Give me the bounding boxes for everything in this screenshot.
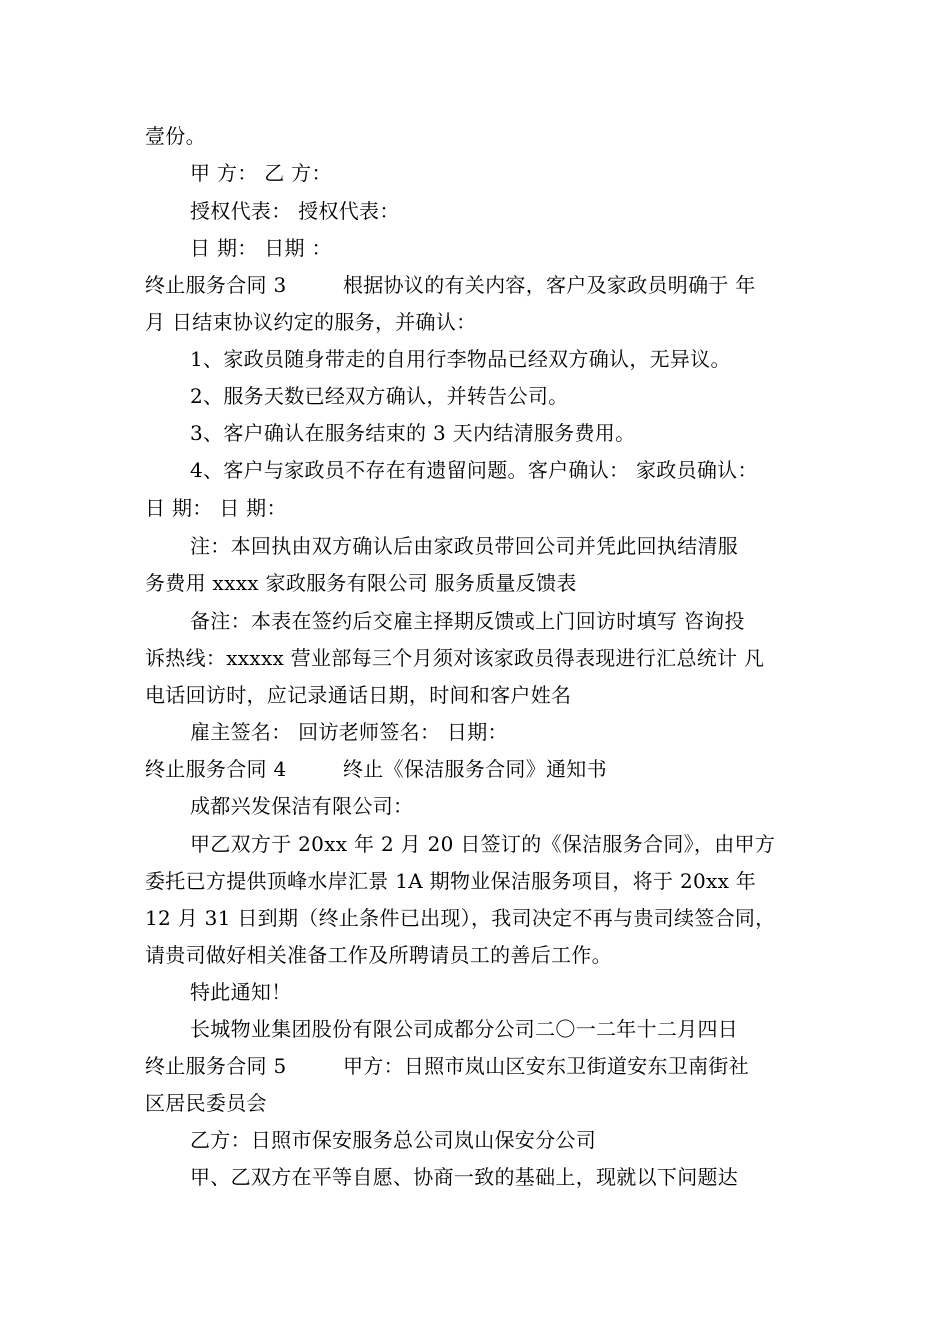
text-line: 月 日结束协议约定的服务，并确认： (145, 310, 477, 334)
text-line: 特此通知！ (190, 980, 292, 1004)
section-heading: 终止服务合同 4 (145, 757, 287, 781)
section-heading: 终止服务合同 5 (145, 1054, 287, 1078)
text-line: 成都兴发保洁有限公司： (190, 794, 414, 818)
text-line: 甲乙双方于 20xx 年 2 月 20 日签订的《保洁服务合同》，由甲方 (190, 832, 776, 856)
text-line: 备注：本表在签约后交雇主择期反馈或上门回访时填写 咨询投 (190, 609, 745, 633)
text-line: 长城物业集团股份有限公司成都分公司二〇一二年十二月四日 (190, 1017, 739, 1041)
text-line: 务费用 xxxx 家政服务有限公司 服务质量反馈表 (145, 571, 577, 595)
text-line: 甲、乙双方在平等自愿、协商一致的基础上，现就以下问题达 (190, 1165, 739, 1189)
text-line: 12 月 31 日到期（终止条件已出现），我司决定不再与贵司续签合同， (145, 906, 776, 930)
text-line: 电话回访时，应记录通话日期，时间和客户姓名 (145, 683, 572, 707)
text-line: 1、家政员随身带走的自用行李物品已经双方确认，无异议。 (190, 347, 731, 371)
text-line: 雇主签名： 回访老师签名： 日期： (190, 720, 508, 744)
section-heading: 终止服务合同 3 (145, 273, 287, 297)
text-line: 终止《保洁服务合同》通知书 (343, 757, 607, 781)
text-line: 乙方：日照市保安服务总公司岚山保安分公司 (190, 1128, 596, 1152)
text-line: 壹份。 (145, 124, 206, 148)
text-line: 甲 方： 乙 方： (190, 161, 332, 185)
section-line (145, 1048, 749, 1085)
text-line: 区居民委员会 (145, 1091, 267, 1115)
section-line (145, 267, 756, 304)
text-line: 甲方：日照市岚山区安东卫街道安东卫南街社 (343, 1054, 749, 1078)
text-line: 注：本回执由双方确认后由家政员带回公司并凭此回执结清服 (190, 534, 739, 558)
text-line: 授权代表： 授权代表： (190, 199, 400, 223)
text-line: 诉热线：xxxxx 营业部每三个月须对该家政员得表现进行汇总统计 凡 (145, 646, 765, 670)
text-line: 日 期： 日 期： (145, 496, 287, 520)
text-line: 委托已方提供顶峰水岸汇景 1A 期物业保洁服务项目，将于 20xx 年 (145, 869, 757, 893)
text-line: 根据协议的有关内容，客户及家政员明确于 年 (343, 273, 756, 297)
text-line: 3、客户确认在服务结束的 3 天内结清服务费用。 (190, 421, 636, 445)
text-line: 2、服务天数已经双方确认，并转告公司。 (190, 384, 569, 408)
text-line: 日 期： 日期 ： (190, 236, 332, 260)
text-line: 4、客户与家政员不存在有遗留问题。客户确认： 家政员确认： (190, 458, 758, 482)
text-line: 请贵司做好相关准备工作及所聘请员工的善后工作。 (145, 943, 612, 967)
section-line (145, 751, 607, 788)
